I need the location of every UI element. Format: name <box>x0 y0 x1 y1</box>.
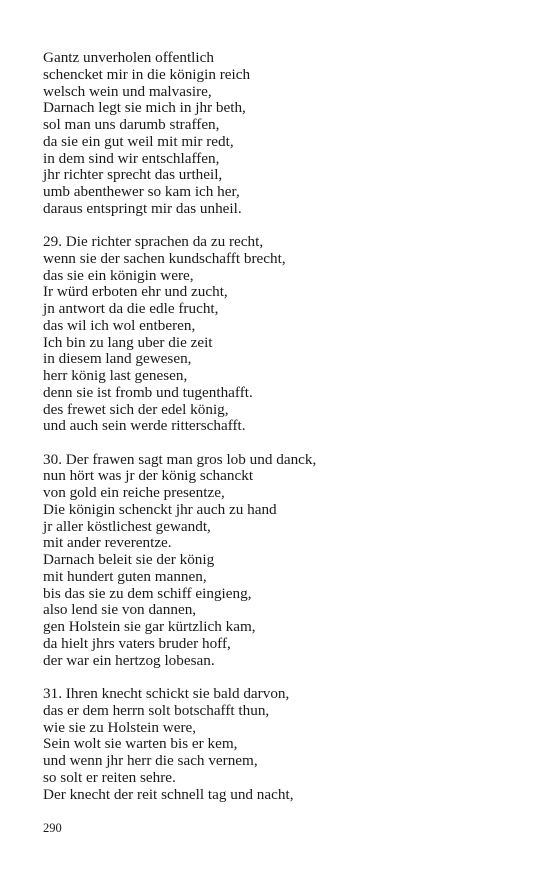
verse-line: sol man uns darumb straffen, <box>43 116 220 133</box>
verse-line: das sie ein königin were, <box>43 266 194 284</box>
verse-line: Sein wolt sie warten bis er kem, <box>43 735 238 753</box>
verse-line: in diesem land gewesen, <box>43 350 192 368</box>
verse-line: Darnach legt sie mich in jhr beth, <box>43 99 246 117</box>
verse-line: Darnach beleit sie der könig <box>43 551 215 569</box>
verse-line: 31. Ihren knecht schickt sie bald darvon, <box>43 685 290 703</box>
verse-line: in dem sind wir entschlaffen, <box>43 149 220 167</box>
stanza-31 <box>43 686 523 803</box>
verse-line: Ir würd erboten ehr und zucht, <box>43 283 228 301</box>
verse-line: gen Holstein sie gar kürtzlich kam, <box>43 618 256 636</box>
verse-line: des frewet sich der edel könig, <box>43 400 229 418</box>
verse-line: umb abenthewer so kam ich her, <box>43 183 240 200</box>
verse-line: wie sie zu Holstein were, <box>43 718 197 736</box>
verse-line: also lend sie von dannen, <box>43 601 197 619</box>
verse-line: Die königin schenckt jhr auch zu hand <box>43 500 277 518</box>
verse-line: der war ein hertzog lobesan. <box>43 651 215 669</box>
verse-line: nun hört was jr der könig schanckt <box>43 467 254 485</box>
verse-line: Der knecht der reit schnell tag und nacht, <box>43 785 294 803</box>
verse-line: Gantz unverholen offentlich <box>43 49 214 66</box>
verse-line: mit hundert guten mannen, <box>43 567 207 585</box>
verse-line: von gold ein reiche presentze, <box>43 484 225 502</box>
verse-line: daraus entspringt mir das unheil. <box>43 199 242 217</box>
verse-line: das wil ich wol entberen, <box>43 316 196 334</box>
poem-text <box>43 50 523 820</box>
page-number: 290 <box>43 821 62 835</box>
verse-line: jr aller köstlichest gewandt, <box>43 517 211 535</box>
verse-line: 29. Die richter sprachen da zu recht, <box>43 233 264 251</box>
verse-line: und wenn jhr herr die sach vernem, <box>43 752 258 770</box>
verse-line: 30. Der frawen sagt man gros lob und danck, <box>43 450 317 468</box>
verse-line: Ich bin zu lang uber die zeit <box>43 333 213 351</box>
stanza-30 <box>43 452 523 670</box>
verse-line: mit ander reverentze. <box>43 534 172 552</box>
verse-line: jn antwort da die edle frucht, <box>43 300 219 318</box>
verse-line: das er dem herrn solt botschafft thun, <box>43 701 270 719</box>
verse-line: bis das sie zu dem schiff eingieng, <box>43 584 252 602</box>
verse-line: herr könig last genesen, <box>43 367 188 385</box>
verse-line: und auch sein werde ritterschafft. <box>43 417 246 435</box>
verse-line: wenn sie der sachen kundschafft brecht, <box>43 249 286 267</box>
verse-line: denn sie ist fromb und tugenthafft. <box>43 383 253 401</box>
verse-line: so solt er reiten sehre. <box>43 768 176 786</box>
verse-line: schencket mir in die königin reich <box>43 65 251 83</box>
verse-line: jhr richter sprecht das urtheil, <box>43 166 223 184</box>
stanza-29 <box>43 234 523 435</box>
verse-line: da hielt jhrs vaters bruder hoff, <box>43 634 231 652</box>
verse-line: welsch wein und malvasire, <box>43 82 212 100</box>
stanza-continuation <box>43 50 523 218</box>
verse-line: da sie ein gut weil mit mir redt, <box>43 132 234 150</box>
